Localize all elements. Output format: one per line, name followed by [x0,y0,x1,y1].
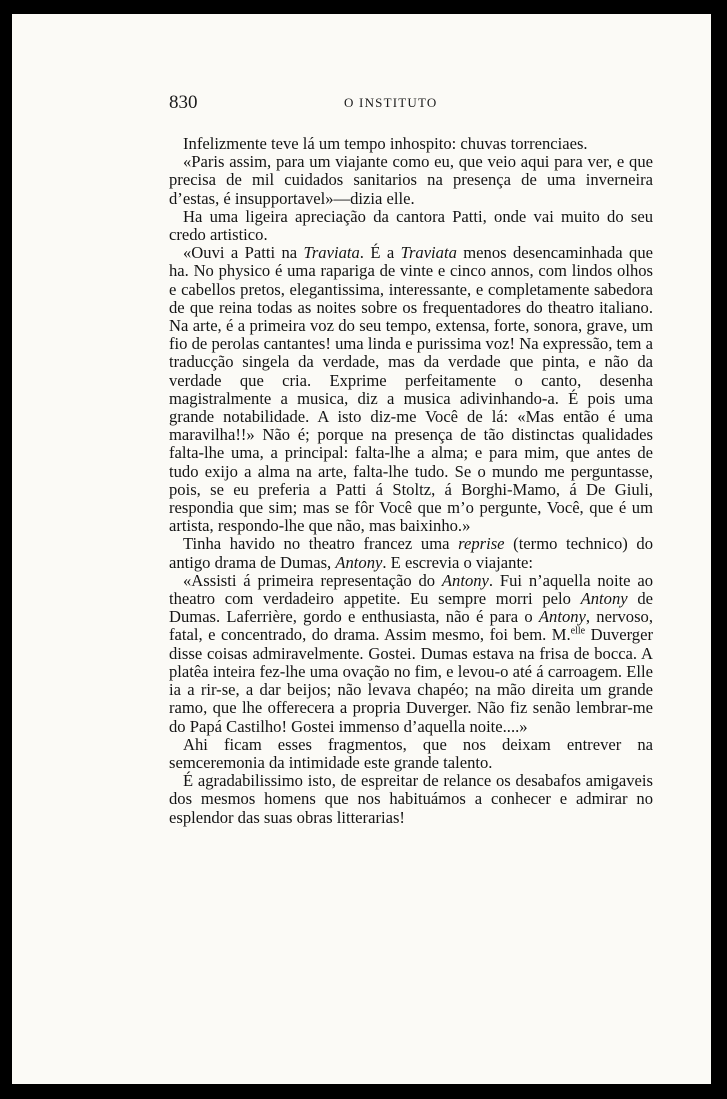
text-segment: «Paris assim, para um viajante como eu, que veio aqui para ver, e que precisa de mil cuidados sanitarios na presença de uma inverneira d’estas, é insupportavel»—dizia elle. [169,152,653,208]
running-title: O INSTITUTO [344,95,438,110]
text-segment: É agradabilissimo isto, de espreitar de relance os desabafos amigaveis dos mesmos homens que nos habituámos a conhecer e admirar no esplendor das suas obras litterarias! [169,771,653,827]
page-sheet [12,14,711,1084]
italic-title: Antony [441,570,489,590]
text-segment: menos desencaminhada que ha. No physico é uma rapariga de vinte e cinco annos, com lindos olhos e cabellos pretos, elegantissima, interessante, e completamente sabedora de que reina todas as noites sobre os frequentadores do theatro italiano. Na arte, é a primeira voz do seu tempo, extensa, forte, sonora, grave, um fio de perolas cantantes! uma linda e purissima voz! Na expressão, tem a traducção singela da verdade, mas da verdade que pinta, e não da verdade que cria. Exprime perfeitamente o canto, desenha magistralmente a musica, diz a musica adivinhando-a. É pois uma grande notabilidade. A isto diz-me Você de lá: «Mas então é uma maravilha!!» Não é; porque na presença de tão distinctas qualidades falta-lhe uma, a principal: falta-lhe a alma; e para mim, que antes de tudo exijo a alma na arte, falta-lhe tudo. Se o mundo me perguntasse, pois, se eu preferia a Patti á Stoltz, á Borghi-Mamo, á De Giuli, respondia que sim; mas se fôr Você que m’o pergunte, Você, que é um artista, respondo-lhe que não, mas baixinho.» [169,243,653,536]
italic-title: Traviata [303,243,360,263]
paragraph [169,535,653,571]
text-segment: Duverger disse coisas admiravelmente. Gostei. Dumas estava na frisa de bocca. A platêa inteira fez-lhe uma ovação no fim, e levou-o até á carroagem. Elle ia a rir-se, a dar beijos; não levava chapéo; na mão direita um grande ramo, que lhe offerecera a propria Duverger. Não fiz senão lembrar-me do Papá Castilho! Gostei immenso d’aquella noite....» [169,625,653,736]
superscript: elle [570,625,586,637]
body-text [169,135,653,827]
text-segment: «Ouvi a Patti na [183,243,304,263]
paragraph [169,135,653,153]
text-segment: . E escrevia o viajante: [382,552,534,572]
text-segment: . Fui n’aquella noite ao theatro com verdadeiro appetite. Eu sempre morri pelo [169,570,654,609]
text-segment: de Dumas. Laferrière, gordo e enthusiasta, não é para o [169,589,653,627]
text-segment: «Assisti á primeira representação do [183,570,442,590]
paragraph [169,772,653,827]
text-segment: Infelizmente teve lá um tempo inhospito: chuvas torrenciaes. [183,134,588,153]
text-segment: Tinha havido no theatro francez uma [183,534,459,554]
italic-title: Antony [335,552,383,572]
page-number: 830 [169,92,198,113]
paragraph [169,244,653,535]
text-segment: Ha uma ligeira apreciação da cantora Patti, onde vai muito do seu credo artistico. [169,206,653,245]
text-segment: Ahi ficam esses fragmentos, que nos deixam entrever na semceremonia da intimidade este grande talento. [169,734,653,772]
paragraph [169,208,653,244]
italic-title: Traviata [400,243,457,263]
text-segment: . É a [359,243,401,263]
paragraph [169,153,653,208]
italic-term: reprise [458,534,505,554]
italic-title: Antony [580,589,628,609]
text-segment: (termo technico) do antigo drama de Dumas, [169,534,653,572]
italic-title: Antony [538,607,586,627]
paragraph [169,736,653,772]
page-header [169,92,649,116]
text-segment: , nervoso, fatal, e concentrado, do drama. Assim mesmo, foi bem. M. [169,607,653,645]
paragraph [169,572,653,736]
